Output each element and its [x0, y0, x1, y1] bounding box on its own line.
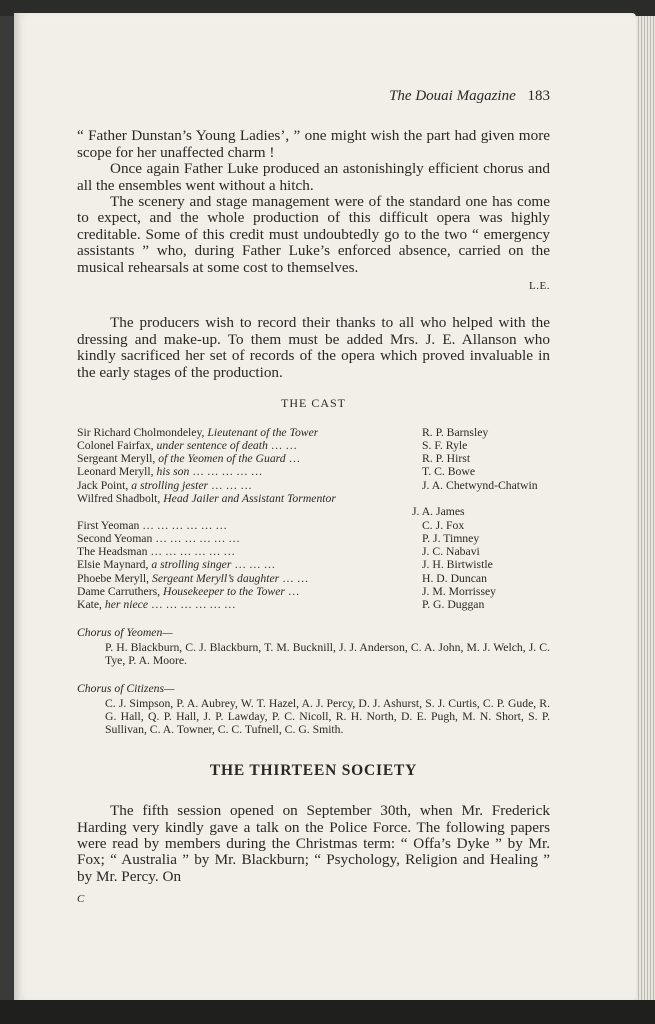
cast-role-desc: Lieutenant of the Tower — [207, 425, 319, 439]
cast-leader-dots: … … — [282, 571, 309, 585]
cast-leader-dots: … … … … … … — [142, 518, 228, 532]
cast-role-desc: Housekeeper to the Tower — [163, 585, 285, 599]
page-edge-stack — [636, 16, 655, 1000]
society-paragraph: The fifth session opened on September 30th, when Mr. Frederick Harding very kindly gave a talk on the Police Force. The following papers were read by members during the Christmas term: “ Offa’s Dyke ” by Mr. Fox; “ Australia ” by Mr. Blackburn; “ Psychology, Religion and Healing ” by Mr. Percy. On — [77, 802, 550, 885]
cast-role — [77, 426, 318, 439]
cast-actor: R. P. Barnsley — [422, 425, 489, 439]
chorus-names: C. J. Simpson, P. A. Aubrey, W. T. Hazel, A. J. Percy, D. J. Ashurst, S. J. Curtis, C. P. Gude, R. G. Hall, Q. P. Hall, J. P. Lawday, P. C. Nicoll, R. H. North, D. E. Pugh, M. N. Short, S. P. Sullivan, C. A. Towner, C. C. Tufnell, C. G. Smith. — [105, 696, 550, 737]
review-paragraph: The scenery and stage management were of the standard one has come to expect, and the whole production of this difficult opera was highly creditable. Some of this credit must undoubtedly go to the two “ emergency assistants ” who, during Father Luke’s enforced absence, carried on the musical rehearsals at some cost to themselves. — [77, 193, 550, 276]
cast-leader-dots: … … … … … … — [155, 531, 240, 545]
cast-role-name: Kate, — [77, 598, 102, 612]
chorus-citizens — [77, 682, 550, 737]
magazine-title: The Douai Magazine — [389, 88, 516, 104]
cast-row — [77, 452, 550, 465]
cast-role-name: Sergeant Meryll, — [77, 452, 156, 466]
cast-role — [77, 545, 235, 558]
cast-role — [77, 452, 300, 465]
chorus-title: Chorus of Citizens— — [77, 681, 175, 695]
cast-role-name: Jack Point, — [77, 478, 129, 492]
cast-row — [77, 519, 550, 532]
cast-actor: S. F. Ryle — [422, 438, 468, 452]
cast-role-desc: Sergeant Meryll’s daughter — [151, 571, 280, 585]
cast-actor: P. J. Timney — [422, 531, 480, 545]
cast-role-name: Wilfred Shadbolt, — [77, 491, 161, 505]
cast-actor: T. C. Bowe — [422, 465, 476, 479]
cast-list — [77, 426, 550, 612]
cast-row — [77, 465, 550, 478]
cast-leader-dots: … … … … … … — [150, 598, 236, 612]
cast-actor: H. D. Duncan — [422, 571, 487, 585]
cast-row — [77, 598, 550, 611]
cast-actor: R. P. Hirst — [422, 452, 471, 466]
producers-note: The producers wish to record their thanks to all who helped with the dressing and make-up. To them must be added Mrs. J. E. Allanson who kindly sacrificed her set of records of the opera which proved invaluable in the early stages of the production. — [77, 314, 550, 381]
cast-role-desc: a strolling singer — [151, 558, 232, 572]
cast-role-name: The Headsman — [77, 545, 148, 559]
cast-role-name: Phoebe Meryll, — [77, 571, 150, 585]
cast-role — [77, 479, 252, 492]
cast-role — [77, 558, 275, 571]
cast-role-name: Elsie Maynard, — [77, 558, 149, 572]
cast-role-name: Dame Carruthers, — [77, 585, 161, 599]
chorus-names: P. H. Blackburn, C. J. Blackburn, T. M. Bucknill, J. J. Anderson, C. A. John, M. J. Welch, J. C. Tye, P. A. Moore. — [105, 640, 550, 668]
cast-actor: C. J. Fox — [422, 518, 465, 532]
scan-background-bottom — [0, 1000, 655, 1024]
cast-actor: J. M. Morrissey — [422, 585, 497, 599]
cast-role — [77, 465, 262, 478]
cast-leader-dots: … … … — [234, 558, 276, 572]
cast-row — [77, 492, 550, 505]
cast-role — [77, 532, 240, 545]
cast-role-desc: his son — [156, 465, 190, 479]
page-gutter-shadow — [14, 13, 22, 1001]
signature-mark: C — [77, 893, 85, 906]
cast-leader-dots: … … … — [210, 478, 252, 492]
cast-role-desc: Head Jailer and Assistant Tormentor — [163, 491, 336, 505]
cast-actor: P. G. Duggan — [422, 598, 485, 612]
cast-leader-dots: … — [288, 452, 301, 466]
cast-row — [77, 585, 550, 598]
cast-leader-dots: … … — [270, 438, 298, 452]
cast-role-name: Colonel Fairfax, — [77, 438, 154, 452]
cast-role — [77, 439, 297, 452]
chorus-title: Chorus of Yeomen— — [77, 625, 173, 639]
cast-role-desc: of the Yeomen of the Guard — [158, 452, 286, 466]
cast-row — [77, 558, 550, 571]
cast-role-desc: a strolling jester — [131, 478, 209, 492]
cast-role — [77, 598, 236, 611]
review-paragraph: “ Father Dunstan’s Young Ladies’, ” one might wish the part had given more scope for her unaffected charm ! — [77, 127, 550, 161]
cast-actor: J. A. James — [412, 505, 465, 519]
cast-role-name: First Yeoman — [77, 518, 140, 532]
cast-leader-dots: … … … … … … — [150, 545, 236, 559]
cast-role — [77, 585, 300, 598]
page-content — [77, 88, 550, 908]
cast-actor: J. H. Birtwistle — [422, 558, 493, 572]
cast-actor: J. C. Nabavi — [422, 545, 480, 559]
chorus-yeomen — [77, 626, 550, 668]
running-header — [77, 88, 550, 104]
cast-row — [77, 545, 550, 558]
cast-row — [77, 426, 550, 439]
cast-role-name: Leonard Meryll, — [77, 465, 154, 479]
cast-role-name: Second Yeoman — [77, 531, 153, 545]
page-number: 183 — [527, 88, 550, 104]
review-paragraph: Once again Father Luke produced an astonishingly efficient chorus and all the ensembles went without a hitch. — [77, 160, 550, 194]
cast-role-desc: her niece — [104, 598, 149, 612]
cast-role — [77, 519, 227, 532]
cast-role — [77, 572, 308, 585]
section-heading: THE THIRTEEN SOCIETY — [209, 761, 418, 779]
cast-row — [77, 479, 550, 492]
author-initials: L.E. — [529, 280, 550, 293]
cast-row — [77, 532, 550, 545]
cast-row — [77, 439, 550, 452]
cast-actor: J. A. Chetwynd-Chatwin — [422, 478, 538, 492]
cast-role-desc: under sentence of death — [156, 438, 268, 452]
cast-role-name: Sir Richard Cholmondeley, — [77, 425, 205, 439]
cast-leader-dots: … … … … … — [192, 465, 263, 479]
cast-heading: THE CAST — [281, 396, 346, 411]
cast-leader-dots: … — [287, 585, 300, 599]
cast-row — [77, 572, 550, 585]
